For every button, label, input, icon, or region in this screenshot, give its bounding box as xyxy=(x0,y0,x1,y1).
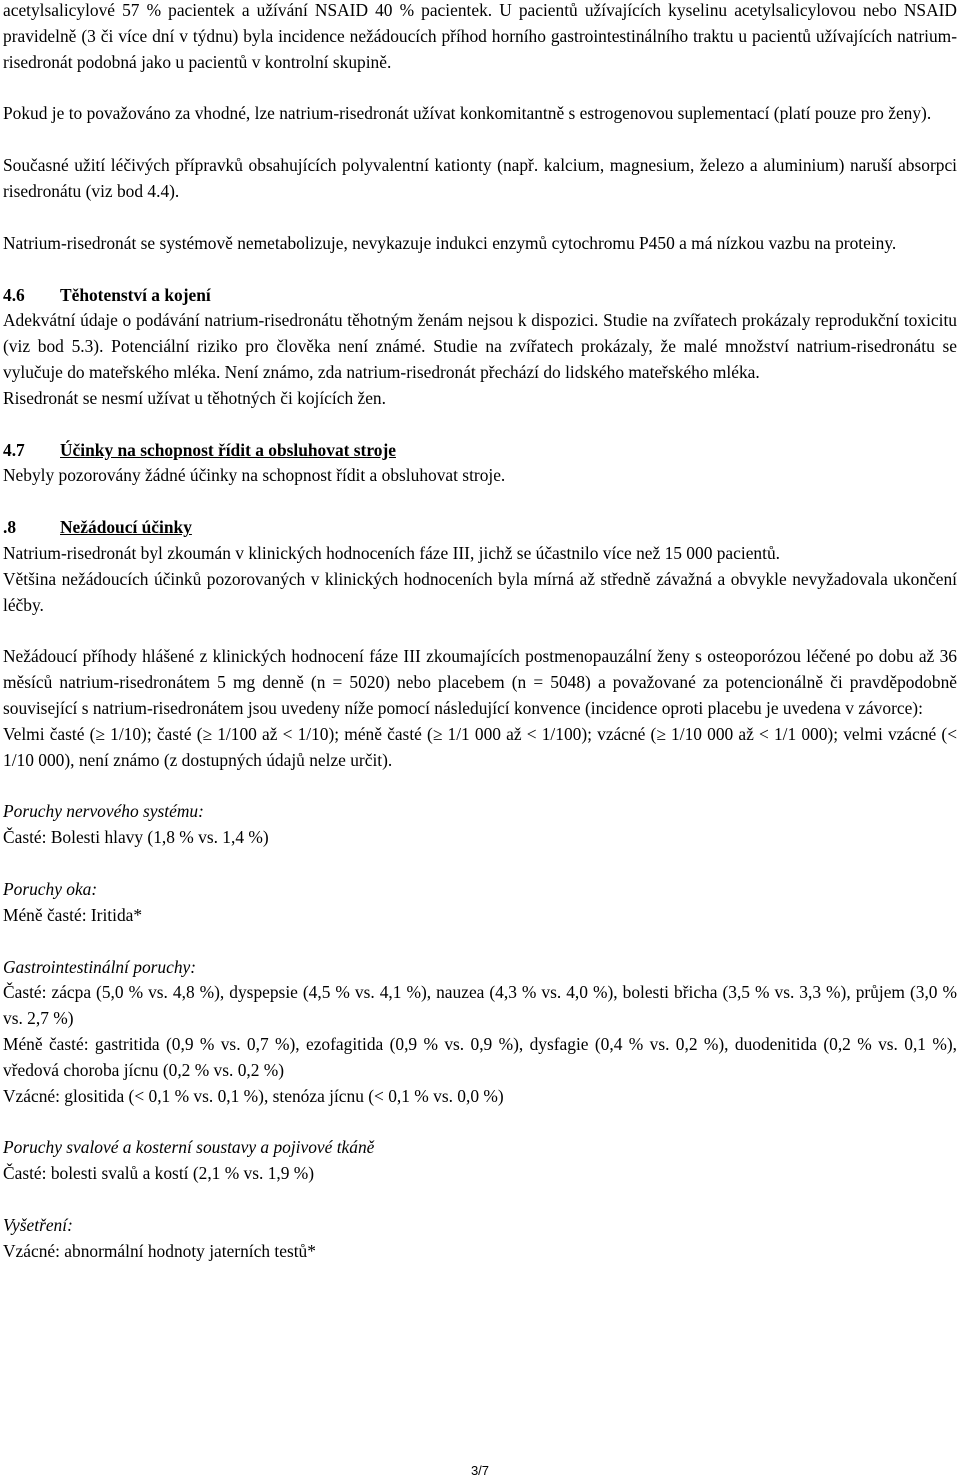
section-4-6-text: Adekvátní údaje o podávání natrium-risedronátu těhotným ženám nejsou k dispozici. Studie na zvířatech prokázaly reprodukční toxicitu (viz bod 5.3). Potenciální riziko pro člověka není známé. Studie na zvířatech prokázaly, že malé množství natrium-risedronátu se vylučuje do mateřského mléka. Není známo, zda natrium-risedronát přechází do lidského mateřského mléka. xyxy=(3,310,957,382)
group-line-gi-1: Časté: zácpa (5,0 % vs. 4,8 %), dyspepsie (4,5 % vs. 4,1 %), nauzea (4,3 % vs. 4,0 %), bolesti břicha (3,5 % vs. 3,3 %), průjem (3,0 % vs. 2,7 %) xyxy=(3,982,957,1029)
section-4-8-text1: Natrium-risedronát byl zkoumán v klinických hodnoceních fáze III, jichž se účastnilo více než 15 000 pacientů. xyxy=(3,542,780,563)
section-4-7-text: Nebyly pozorovány žádné účinky na schopnost řídit a obsluhovat stroje. xyxy=(3,465,506,486)
group-line-gi-2: Méně časté: gastritida (0,9 % vs. 0,7 %), ezofagitida (0,9 % vs. 0,9 %), dysfagie (0,4 % vs. 0,2 %), duodenitida (0,2 % vs. 0,1 %), vředová choroba jícnu (0,2 % vs. 0,2 %) xyxy=(3,1033,957,1080)
paragraph-nsaid-incidence: acetylsalicylové 57 % pacientek a užívání NSAID 40 % pacientek. U pacientů užívajících kyselinu acetylsalicylovou nebo NSAID pravidelně (3 či více dní v týdnu) byla incidence nežádoucích příhod horního gastrointestinálního traktu u pacientů užívajících natrium-risedronát podobná jako u pacientů v kontrolní skupině. xyxy=(3,0,957,72)
heading-4-8-title: Nežádoucí účinky xyxy=(60,517,192,538)
group-title-musculoskeletal: Poruchy svalové a kosterní soustavy a pojivové tkáně xyxy=(3,1137,375,1158)
frequency-convention: Velmi časté (≥ 1/10); časté (≥ 1/100 až < 1/10); méně časté (≥ 1/1 000 až < 1/100); vzácné (≥ 1/10 000 až < 1/1 000); velmi vzácné (< 1/10 000), není známo (z dostupných údajů nelze určit). xyxy=(3,723,957,770)
section-4-8-text2: Většina nežádoucích účinků pozorovaných v klinických hodnoceních byla mírná až středně závažná a obvykle nevyžadovala ukončení léčby. xyxy=(3,568,957,615)
group-line-investigations-1: Vzácné: abnormální hodnoty jaterních testů* xyxy=(3,1240,316,1261)
section-4-8-text3: Nežádoucí příhody hlášené z klinických hodnocení fáze III zkoumajících postmenopauzální ženy s osteoporózou léčené po dobu až 36 měsíců natrium-risedronátem 5 mg denně (n = 5020) nebo placebem (n = 5048) a považované za potencionálně či pravděpodobně související s natrium-risedronátem jsou uvedeny níže pomocí následující konvence (incidence oproti placebu je uvedena v závorce): xyxy=(3,646,957,718)
document-page xyxy=(3,0,957,1264)
page-number: 3/7 xyxy=(470,1463,490,1478)
paragraph-estrogen: Pokud je to považováno za vhodné, lze natrium-risedronát užívat konkomitantně s estrogenovou suplementací (platí pouze pro ženy). xyxy=(3,103,932,124)
paragraph-metabolism: Natrium-risedronát se systémově nemetabolizuje, nevykazuje indukci enzymů cytochromu P450 a má nízkou vazbu na proteiny. xyxy=(3,232,897,253)
group-line-nervous-1: Časté: Bolesti hlavy (1,8 % vs. 1,4 %) xyxy=(3,827,269,848)
heading-4-7-number: 4.7 xyxy=(3,439,25,460)
heading-4-7 xyxy=(3,438,957,464)
heading-4-6-title: Těhotenství a kojení xyxy=(60,284,211,305)
group-title-investigations: Vyšetření: xyxy=(3,1214,73,1235)
group-title-gi: Gastrointestinální poruchy: xyxy=(3,956,197,977)
heading-4-8 xyxy=(3,515,957,541)
group-line-eye-1: Méně časté: Iritida* xyxy=(3,904,143,925)
paragraph-polyvalent-cations: Současné užití léčivých přípravků obsahujících polyvalentní kationty (např. kalcium, magnesium, železo a aluminium) naruší absorpci risedronátu (viz bod 4.4). xyxy=(3,155,957,201)
heading-4-6-number: 4.6 xyxy=(3,284,25,305)
group-line-gi-3: Vzácné: glositida (< 0,1 % vs. 0,1 %), stenóza jícnu (< 0,1 % vs. 0,0 %) xyxy=(3,1085,504,1106)
heading-4-6 xyxy=(3,283,957,309)
section-4-6-text2: Risedronát se nesmí užívat u těhotných či kojících žen. xyxy=(3,387,386,408)
heading-4-7-title: Účinky na schopnost řídit a obsluhovat stroje xyxy=(60,439,396,460)
group-title-eye: Poruchy oka: xyxy=(3,878,98,899)
group-title-nervous: Poruchy nervového systému: xyxy=(3,801,204,822)
group-line-musculoskeletal-1: Časté: bolesti svalů a kostí (2,1 % vs. 1,9 %) xyxy=(3,1163,315,1184)
heading-4-8-number: .8 xyxy=(3,517,17,538)
